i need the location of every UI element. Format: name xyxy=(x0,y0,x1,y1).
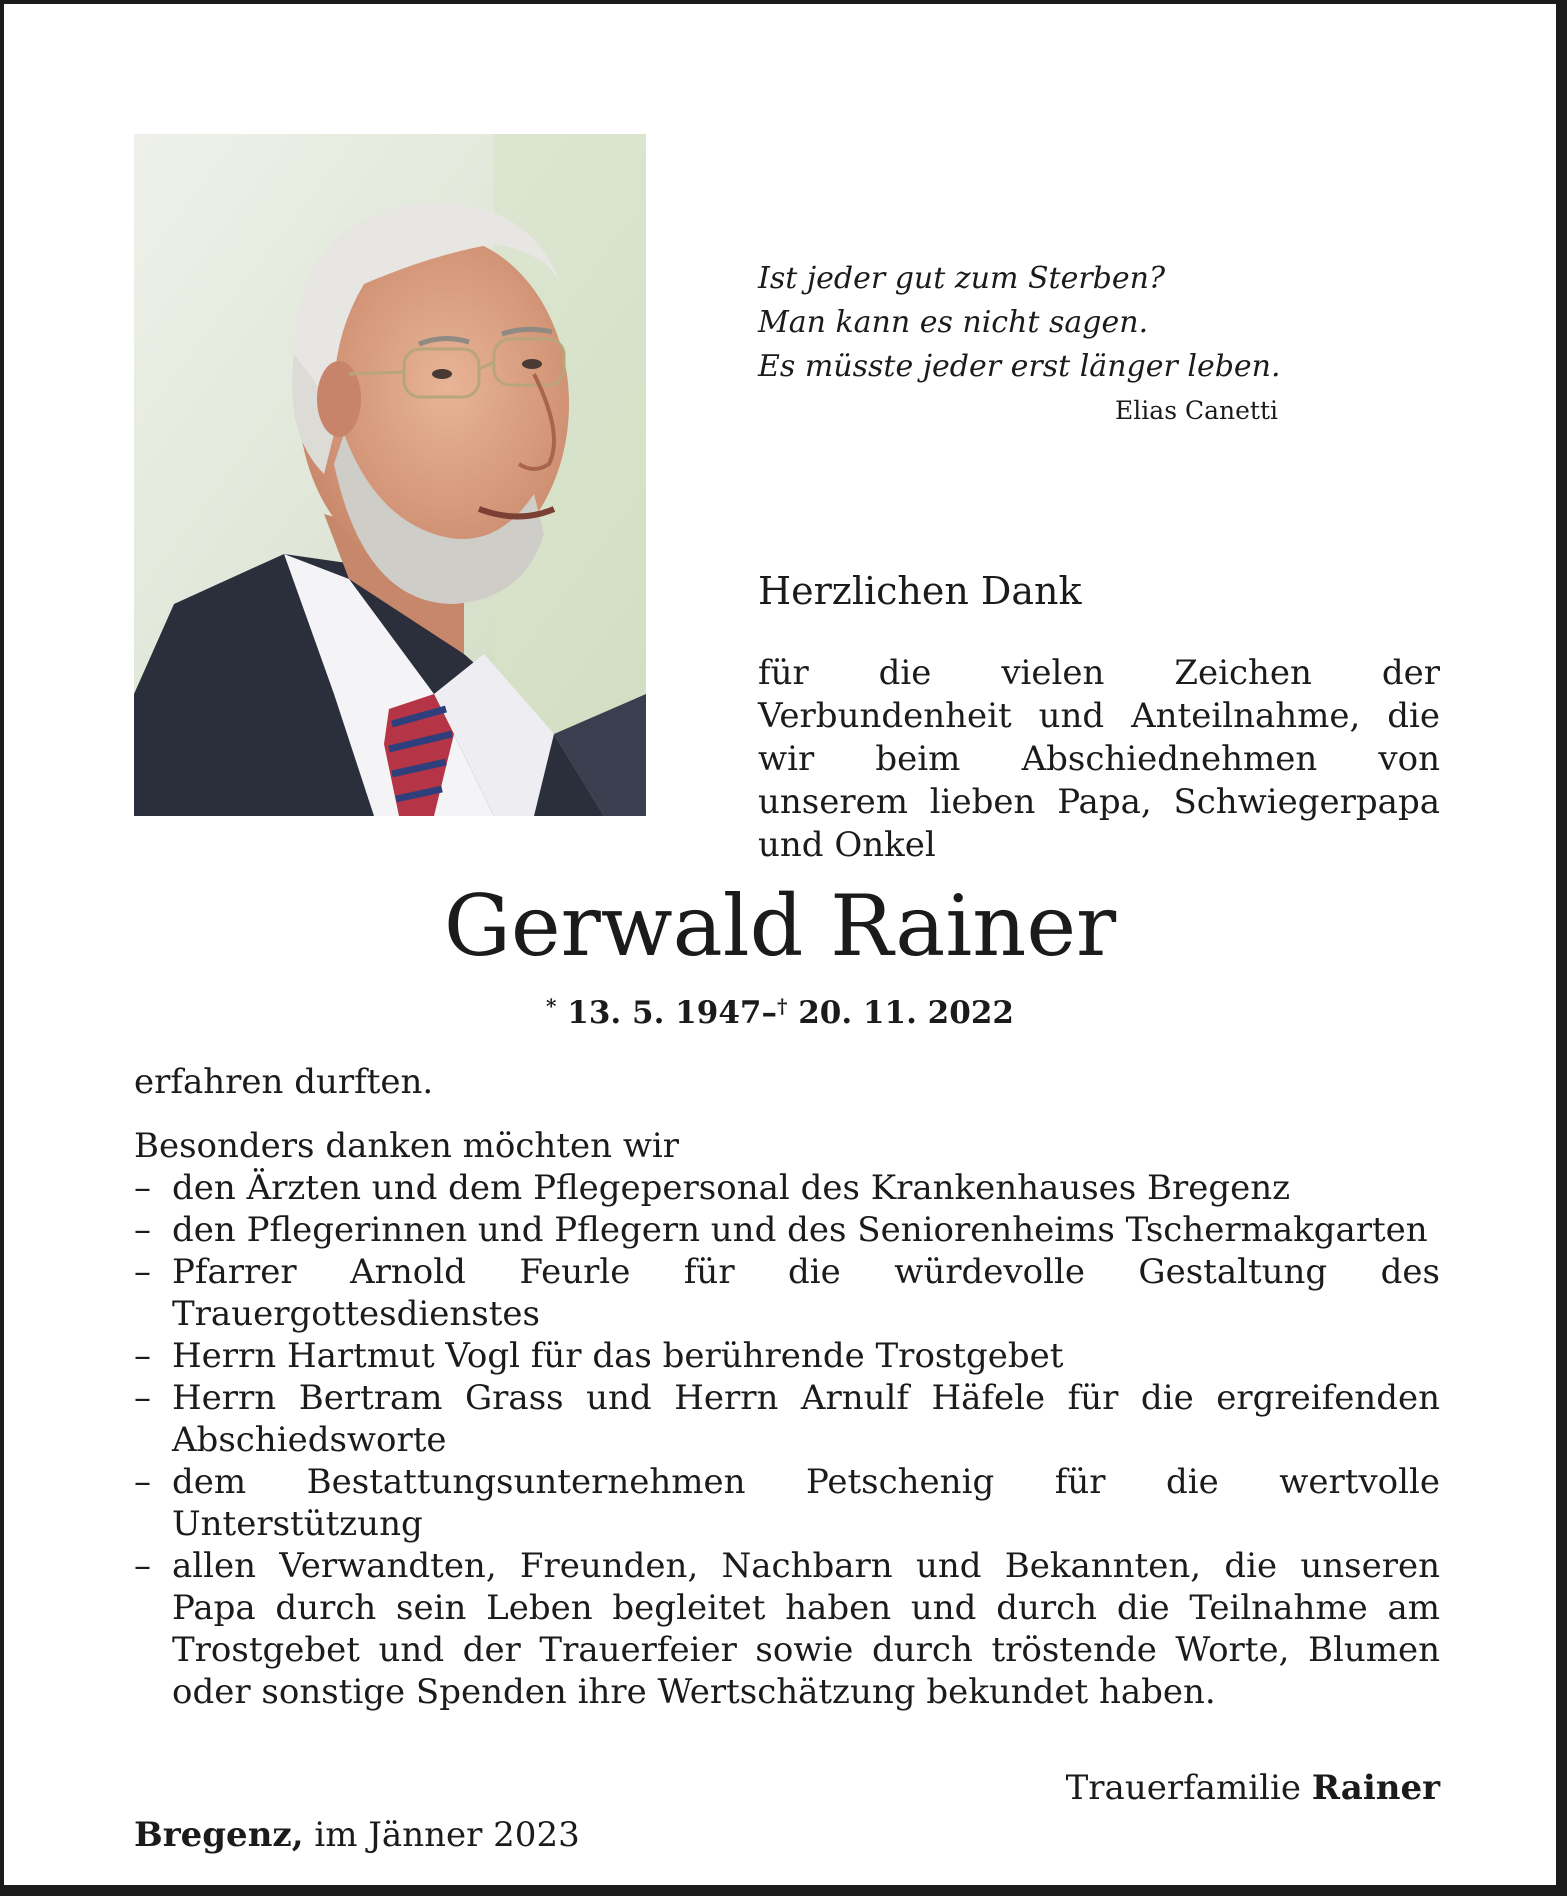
death-symbol: † xyxy=(776,994,788,1018)
list-item: – Herrn Bertram Grass und Herrn Arnulf Häfele für die ergreifenden Abschiedsworte xyxy=(134,1378,1440,1460)
quote-line: Es müsste jeder erst länger leben. xyxy=(758,349,1281,384)
main-text xyxy=(134,1061,1440,1713)
date-separator: – xyxy=(761,995,777,1031)
place: Bregenz, xyxy=(134,1815,304,1855)
signature-prefix: Trauerfamilie xyxy=(1065,1768,1301,1808)
dash-marker: – xyxy=(134,1546,151,1586)
dash-marker: – xyxy=(134,1378,151,1418)
birth-date: 13. 5. 1947 xyxy=(567,995,762,1031)
family-name: Rainer xyxy=(1311,1768,1440,1808)
dash-marker: – xyxy=(134,1462,151,1502)
thanks-text: für die vielen Zeichen der Verbundenheit und Anteilnahme, die wir beim Abschiednehmen von unserem lieben Papa, Schwiegerpapa und Onkel xyxy=(758,653,1440,865)
thanks-heading: Herzlichen Dank xyxy=(758,569,1082,613)
quote-line: Ist jeder gut zum Sterben? xyxy=(758,261,1166,296)
list-item: – Pfarrer Arnold Feurle für die würdevolle Gestaltung des Trauergottesdienstes xyxy=(134,1252,1440,1334)
life-dates xyxy=(4,986,1556,1033)
list-item: – dem Bestattungsunternehmen Petschenig für die wertvolle Unterstützung xyxy=(134,1462,1440,1544)
list-item: – Herrn Hartmut Vogl für das berührende Trostgebet xyxy=(134,1336,1064,1376)
thanks-list xyxy=(134,1167,1440,1713)
place-date xyxy=(134,1814,580,1856)
list-item: – allen Verwandten, Freunden, Nachbarn und Bekannten, die unseren Papa durch sein Leben begleitet haben und durch die Teilnahme am Trostgebet und der Trauerfeier sowie durch tröstende Worte, Blumen oder sonstige Spenden ihre Wertschätzung bekundet haben. xyxy=(134,1546,1440,1712)
quote-block xyxy=(758,257,1281,389)
list-item: – den Ärzten und dem Pflegepersonal des Krankenhauses Bregenz xyxy=(134,1168,1291,1208)
quote-line: Man kann es nicht sagen. xyxy=(758,305,1149,340)
portrait-photo xyxy=(134,134,646,816)
date: im Jänner 2023 xyxy=(314,1815,580,1855)
thanks-intro: Besonders danken möchten wir xyxy=(134,1126,680,1166)
list-item: – den Pflegerinnen und Pflegern und des Seniorenheims Tschermakgarten xyxy=(134,1210,1428,1250)
death-date: 20. 11. 2022 xyxy=(798,995,1014,1031)
quote-author: Elias Canetti xyxy=(1115,396,1278,425)
dash-marker: – xyxy=(134,1168,151,1208)
signature xyxy=(904,1767,1440,1809)
dash-marker: – xyxy=(134,1336,151,1376)
dash-marker: – xyxy=(134,1252,151,1292)
deceased-name: Gerwald Rainer xyxy=(443,877,1117,975)
dash-marker: – xyxy=(134,1210,151,1250)
continuation-text: erfahren durften. xyxy=(134,1062,434,1102)
birth-symbol: * xyxy=(546,994,557,1018)
